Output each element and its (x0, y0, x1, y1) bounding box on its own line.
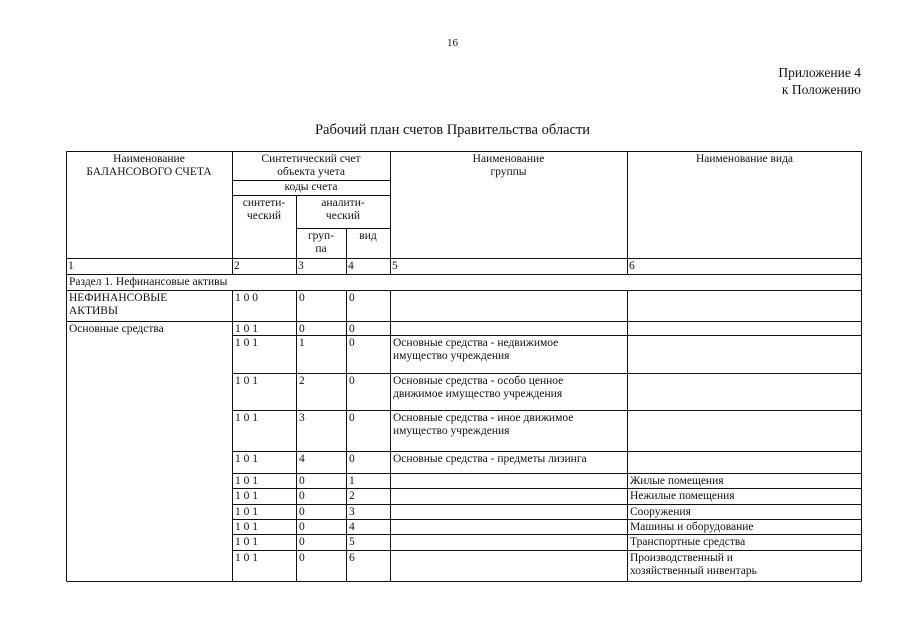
row-3-group-name-line: движимое имущество учреждения (393, 388, 563, 400)
row-0-account-name-line: НЕФИНАНСОВЫЕ (69, 292, 168, 304)
row-5-synthetic-code: 1 0 1 (235, 453, 258, 465)
row-1-kind-code: 0 (349, 323, 355, 335)
row-2-kind-code: 0 (349, 337, 355, 349)
row-6-kind-name (630, 475, 724, 488)
row-6-synthetic-code: 1 0 1 (235, 475, 258, 487)
row-10-kind-code: 5 (349, 536, 355, 548)
row-4-kind-code: 0 (349, 412, 355, 424)
header-balance-account-line: Наименование (113, 153, 185, 165)
header-group-line: па (315, 243, 327, 255)
header-analytic-line: аналити- (321, 197, 365, 209)
row-0-account-name-line: АКТИВЫ (69, 305, 119, 317)
header-synthetic-account-line: объекта учета (277, 166, 345, 178)
row-2-group-code: 1 (299, 337, 305, 349)
row-5-kind-code: 0 (349, 453, 355, 465)
row-7-kind-name (630, 490, 735, 503)
document-title: Рабочий план счетов Правительства области (314, 122, 591, 138)
row-2-group-name (393, 337, 558, 363)
row-4-group-name-line: имущество учреждения (393, 425, 510, 437)
header-synthetic-account-line: Синтетический счет (261, 153, 361, 165)
row-4-group-code: 3 (299, 412, 305, 424)
header-group-line: груп- (307, 230, 335, 242)
column-number-3: 3 (298, 260, 304, 272)
row-9-group-code: 0 (299, 521, 305, 533)
row-11-kind-name (630, 552, 757, 578)
row-9-kind-name (630, 521, 754, 534)
row-11-kind-name-line: Производственный и (630, 552, 733, 564)
appendix-line-2: к Положению (781, 82, 861, 97)
row-4-group-name (393, 412, 573, 438)
table-grid-lines (66, 151, 862, 582)
row-4-group-name-line: Основные средства - иное движимое (393, 412, 574, 424)
row-8-kind-name (630, 506, 691, 519)
header-analytic-line: ческий (325, 210, 361, 222)
row-0-group-code: 0 (299, 292, 305, 304)
accounts-table (66, 151, 862, 582)
row-6-kind-name-line: Жилые помещения (630, 475, 724, 487)
row-0-account-name (69, 292, 167, 318)
row-9-kind-code: 4 (349, 521, 355, 533)
header-synthetic (232, 197, 296, 223)
header-group (296, 230, 346, 256)
row-9-synthetic-code: 1 0 1 (235, 521, 258, 533)
row-11-kind-name-line: хозяйственный инвентарь (630, 565, 757, 577)
row-8-group-code: 0 (299, 506, 305, 518)
header-group-name-line: группы (490, 166, 527, 178)
header-group-name-line: Наименование (472, 153, 545, 165)
page-number: 16 (447, 37, 458, 49)
header-balance-account-line: БАЛАНСОВОГО СЧЕТА (86, 166, 212, 178)
row-7-kind-code: 2 (349, 490, 355, 502)
row-10-group-code: 0 (299, 536, 305, 548)
row-1-group-code: 0 (299, 323, 305, 335)
row-6-kind-code: 1 (349, 475, 355, 487)
header-synthetic-line: ческий (246, 210, 282, 222)
row-5-group-name-line: Основные средства - предметы лизинга (393, 453, 587, 465)
row-1-account-name (69, 323, 164, 336)
header-group-name (390, 153, 627, 179)
header-synthetic-line: синтети- (242, 197, 286, 209)
row-0-kind-code: 0 (349, 292, 355, 304)
row-8-kind-name-line: Сооружения (630, 506, 691, 518)
row-7-kind-name-line: Нежилые помещения (630, 490, 735, 502)
row-3-synthetic-code: 1 0 1 (235, 375, 258, 387)
row-8-synthetic-code: 1 0 1 (235, 506, 258, 518)
row-2-group-name-line: Основные средства - недвижимое (393, 337, 559, 349)
row-1-account-name-line: Основные средства (69, 323, 164, 335)
row-8-kind-code: 3 (349, 506, 355, 518)
row-7-synthetic-code: 1 0 1 (235, 490, 258, 502)
row-3-group-name (393, 375, 563, 401)
row-4-synthetic-code: 1 0 1 (235, 412, 258, 424)
header-analytic (296, 197, 390, 223)
row-10-kind-name (630, 536, 745, 549)
row-5-group-name (393, 453, 587, 466)
row-11-kind-code: 6 (349, 552, 355, 564)
header-kind: вид (359, 230, 377, 242)
column-number-6: 6 (629, 260, 635, 272)
row-0-synthetic-code: 1 0 0 (235, 292, 258, 304)
row-2-synthetic-code: 1 0 1 (235, 337, 258, 349)
column-number-2: 2 (234, 260, 240, 272)
section-title: Раздел 1. Нефинансовые активы (69, 276, 228, 288)
row-6-group-code: 0 (299, 475, 305, 487)
appendix-line-1: Приложение 4 (778, 65, 861, 80)
row-5-group-code: 4 (299, 453, 305, 465)
column-number-5: 5 (392, 260, 398, 272)
header-synthetic-account (232, 153, 390, 179)
header-account-codes: коды счета (284, 181, 338, 193)
row-11-synthetic-code: 1 0 1 (235, 552, 258, 564)
header-balance-account (66, 153, 232, 179)
row-3-group-code: 2 (299, 375, 305, 387)
row-7-group-code: 0 (299, 490, 305, 502)
row-3-group-name-line: Основные средства - особо ценное (393, 375, 564, 387)
row-10-kind-name-line: Транспортные средства (630, 536, 746, 548)
row-10-synthetic-code: 1 0 1 (235, 536, 258, 548)
row-9-kind-name-line: Машины и оборудование (630, 521, 754, 533)
row-11-group-code: 0 (299, 552, 305, 564)
appendix-note (778, 64, 861, 98)
header-kind-name: Наименование вида (695, 153, 794, 165)
row-1-synthetic-code: 1 0 1 (235, 323, 258, 335)
row-3-kind-code: 0 (349, 375, 355, 387)
row-2-group-name-line: имущество учреждения (393, 350, 510, 362)
column-number-4: 4 (348, 260, 354, 272)
column-number-1: 1 (68, 260, 74, 272)
